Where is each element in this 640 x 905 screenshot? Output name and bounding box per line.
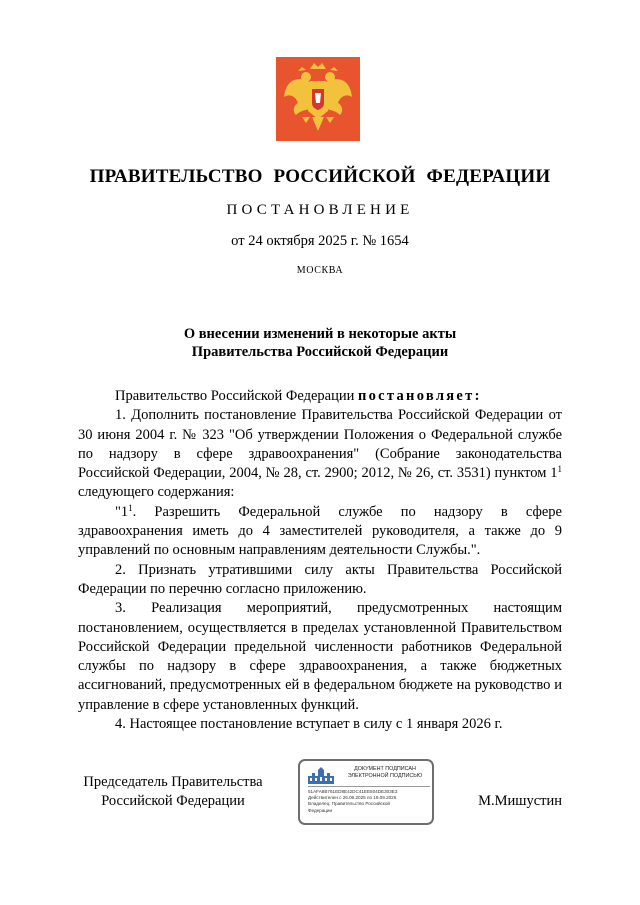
intro-text: Правительство Российской Федерации xyxy=(115,388,355,404)
position-line-2: Российской Федерации xyxy=(101,793,245,809)
stamp-owner-line-2: Федерации xyxy=(308,807,333,813)
document-city: МОСКВА xyxy=(296,265,344,276)
subject-line-1: О внесении изменений в некоторые акты xyxy=(183,326,457,342)
quoted-paragraph xyxy=(78,503,562,561)
coat-of-arms-icon xyxy=(276,57,360,141)
stamp-owner-line-1: Владелец: Правительство Российской xyxy=(308,801,390,807)
position-line-1: Председатель Правительства xyxy=(83,774,263,790)
paragraph-1-sup: 1 xyxy=(557,464,562,475)
paragraph-1 xyxy=(78,406,562,502)
electronic-signature-stamp xyxy=(298,759,434,825)
paragraph-3: 3. Реализация мероприятий, предусмотренных настоящим постановлением, осуществляется в пределах установленной Правительством Российской Федерации предельной численности работников Федеральной службы по надзору в сфере здравоохранения, а также бюджетных ассигнований, предусмотренных ей в федеральном бюджете на руководство и управление в сфере установленных функций. xyxy=(78,600,562,713)
stamp-divider xyxy=(308,786,430,787)
intro-paragraph xyxy=(78,387,562,406)
quote-text: . Разрешить Федеральной службе по надзору в сфере здравоохранения иметь до 4 заместителей руководителя, а также до 9 управлений по основным направлениям деятельности Службы.". xyxy=(78,503,562,559)
stamp-validity: Действителен с 26.06.2025 по 19.09.2026 xyxy=(308,795,397,801)
stamp-title xyxy=(338,766,432,780)
stamp-title-line-2: ЭЛЕКТРОННОЙ ПОДПИСЬЮ xyxy=(347,773,423,779)
document-type: ПОСТАНОВЛЕНИЕ xyxy=(226,202,414,218)
document-date-number: от 24 октября 2025 г. № 1654 xyxy=(231,233,409,249)
document-subject xyxy=(0,325,640,361)
subject-line-2: Правительства Российской Федерации xyxy=(191,344,449,360)
signatory-position xyxy=(78,773,268,811)
stamp-details xyxy=(308,789,432,814)
stamp-title-line-1: ДОКУМЕНТ ПОДПИСАН xyxy=(354,766,416,772)
stamp-certificate: 51AFA8B761ED8E42DC41EE504DE303E3 xyxy=(308,789,398,794)
quote-sup: 1 xyxy=(128,502,133,513)
quote-start: "1 xyxy=(115,503,129,520)
kremlin-building-icon xyxy=(306,767,336,785)
document-body xyxy=(78,387,562,734)
paragraph-1-text: 1. Дополнить постановление Правительства Российской Федерации от 30 июня 2004 г. № 323 "Об утверждении Положения о Федеральной службе по надзору в сфере здравоохранения" (Собрание законодательства Российской Федерации, 2004, № 28, ст. 2900; 2012, № 26, ст. 3531) пунктом 1 xyxy=(78,407,562,482)
signatory-name: М.Мишустин xyxy=(478,793,562,809)
government-title: ПРАВИТЕЛЬСТВО РОССИЙСКОЙ ФЕДЕРАЦИИ xyxy=(89,166,551,187)
paragraph-4: 4. Настоящее постановление вступает в силу с 1 января 2026 г. xyxy=(115,716,503,733)
paragraph-2: 2. Признать утратившими силу акты Правительства Российской Федерации по перечню согласно приложению. xyxy=(78,561,562,597)
decree-word: постановляет: xyxy=(357,388,482,404)
paragraph-1-end: следующего содержания: xyxy=(78,484,235,501)
